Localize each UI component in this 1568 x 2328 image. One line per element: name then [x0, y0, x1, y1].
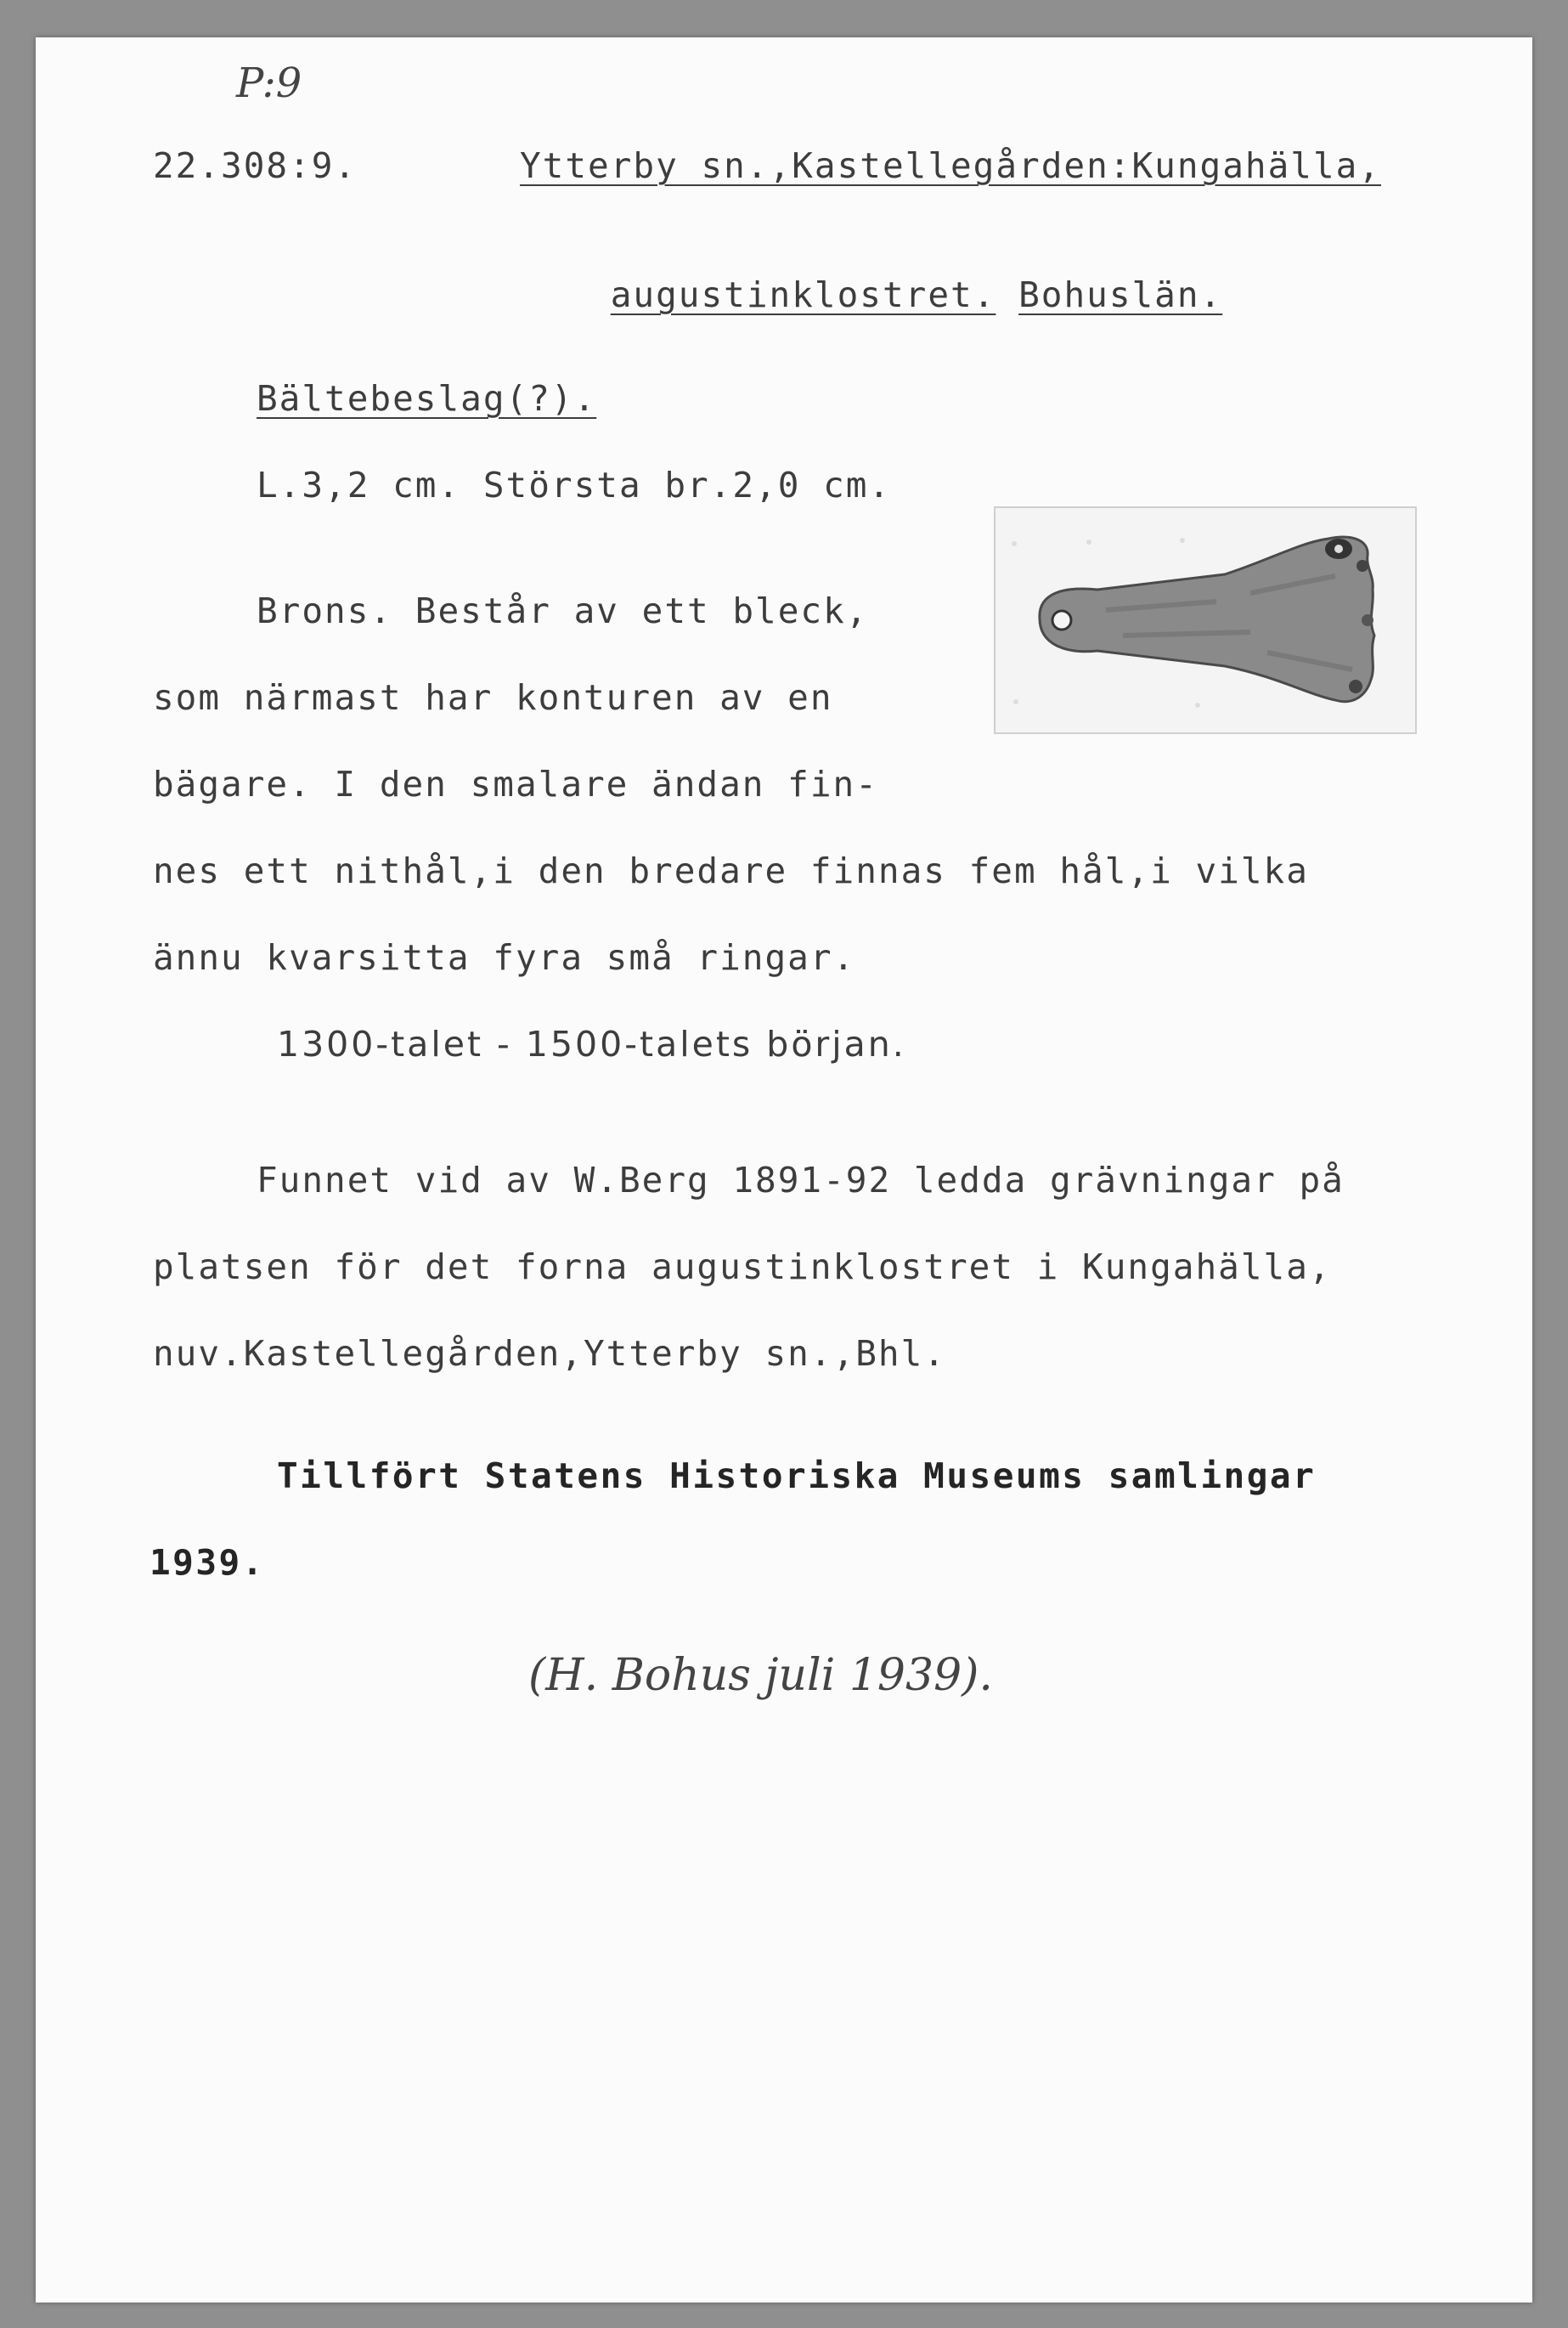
object-name: Bältebeslag(?). [257, 378, 597, 419]
description-line: nes ett nithål,i den bredare finnas fem hål,i vilka [153, 850, 1309, 891]
location-province: Bohuslän. [1018, 274, 1223, 315]
catalog-number: 22.308:9. [153, 145, 358, 186]
find-line: nuv.Kastellegården,Ytterby sn.,Bhl. [153, 1333, 946, 1374]
handwritten-signature: (H. Bohus juli 1939). [528, 1650, 993, 1701]
acquisition-line: Tillfört Statens Historiska Museums samlingar [277, 1455, 1317, 1496]
belt-mount-image [996, 508, 1415, 732]
location-monastery: augustinklostret. [610, 274, 996, 315]
location-line-2 [520, 231, 1222, 359]
description-line: ännu kvarsitta fyra små ringar. [153, 937, 856, 978]
object-photo [994, 506, 1417, 734]
description-line: Brons. Består av ett bleck, [257, 590, 869, 631]
find-line: platsen för det forna augustinklostret i Kungahälla, [153, 1246, 1332, 1287]
location-line-1: Ytterby sn.,Kastellegården:Kungahälla, [520, 145, 1381, 186]
acquisition-line: 1939. [149, 1542, 265, 1583]
description-line: som närmast har konturen av en [153, 677, 833, 718]
description-line: bägare. I den smalare ändan fin- [153, 764, 878, 805]
dimensions: L.3,2 cm. Största br.2,0 cm. [257, 465, 892, 506]
catalog-card [36, 37, 1532, 2303]
handwritten-code: P:9 [236, 59, 302, 107]
dating: 1300-talet - 1500-talets början. [277, 1024, 906, 1065]
find-line: Funnet vid av W.Berg 1891-92 ledda grävningar på [257, 1160, 1345, 1201]
